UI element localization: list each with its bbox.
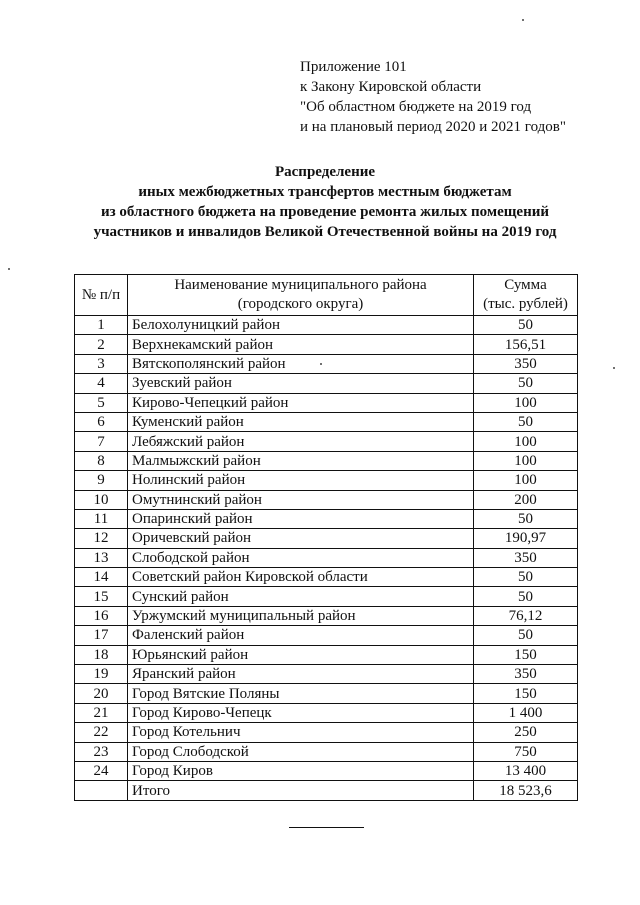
distribution-table: [74, 274, 578, 801]
row-number: 4: [75, 374, 128, 393]
row-sum: 13 400: [474, 761, 578, 780]
row-name: Город Слободской: [128, 742, 474, 761]
row-sum: 50: [474, 374, 578, 393]
row-number: 12: [75, 529, 128, 548]
table-row: [75, 490, 578, 509]
row-number: 24: [75, 761, 128, 780]
title-line: участников и инвалидов Великой Отечественной войны на 2019 год: [93, 224, 557, 240]
row-name: Нолинский район: [128, 471, 474, 490]
row-number: 20: [75, 684, 128, 703]
table-row: [75, 665, 578, 684]
row-name: Оричевский район: [128, 529, 474, 548]
appendix-reference: [300, 57, 566, 137]
header-sum: [474, 275, 578, 316]
row-name: Омутнинский район: [128, 490, 474, 509]
table-row: [75, 568, 578, 587]
table-row: [75, 471, 578, 490]
row-number: 13: [75, 548, 128, 567]
table-row: [75, 509, 578, 528]
scan-speck: [522, 19, 524, 21]
table-row: [75, 432, 578, 451]
row-sum: 100: [474, 432, 578, 451]
row-name: Город Вятские Поляны: [128, 684, 474, 703]
row-name: Яранский район: [128, 665, 474, 684]
table-row: [75, 723, 578, 742]
row-sum: 150: [474, 645, 578, 664]
header-sum-line: (тыс. рублей): [483, 296, 568, 312]
header-name-line: Наименование муниципального района: [174, 277, 427, 293]
row-number: 18: [75, 645, 128, 664]
row-sum: 100: [474, 451, 578, 470]
row-number: 3: [75, 354, 128, 373]
table-row: [75, 703, 578, 722]
row-sum: 190,97: [474, 529, 578, 548]
title-line: Распределение: [274, 164, 376, 180]
row-number: 10: [75, 490, 128, 509]
row-number: 6: [75, 412, 128, 431]
row-sum: 50: [474, 412, 578, 431]
header-number-label: № п/п: [81, 286, 121, 303]
total-sum: 18 523,6: [474, 781, 578, 800]
row-sum: 150: [474, 684, 578, 703]
header-sum-line: Сумма: [504, 277, 547, 293]
row-sum: 350: [474, 354, 578, 373]
table-row: [75, 354, 578, 373]
table-header-row: [75, 275, 578, 316]
row-name: Советский район Кировской области: [128, 568, 474, 587]
row-sum: 350: [474, 665, 578, 684]
row-number: 17: [75, 626, 128, 645]
total-row: [75, 781, 578, 800]
table-row: [75, 412, 578, 431]
row-number: 7: [75, 432, 128, 451]
row-name: Город Кирово-Чепецк: [128, 703, 474, 722]
table-row: [75, 742, 578, 761]
appendix-line: "Об областном бюджете на 2019 год: [300, 99, 532, 115]
row-number: 15: [75, 587, 128, 606]
table-row: [75, 335, 578, 354]
scan-speck: [320, 363, 322, 365]
table-row: [75, 587, 578, 606]
row-name: Юрьянский район: [128, 645, 474, 664]
row-sum: 50: [474, 316, 578, 335]
table-body: [75, 316, 578, 801]
table-row: [75, 529, 578, 548]
row-number: 22: [75, 723, 128, 742]
document-title: [40, 162, 610, 242]
title-line: иных межбюджетных трансфертов местным бюджетам: [138, 184, 512, 200]
row-name: Вятскополянский район: [128, 354, 474, 373]
row-sum: 250: [474, 723, 578, 742]
appendix-line: к Закону Кировской области: [300, 79, 482, 95]
row-name: Малмыжский район: [128, 451, 474, 470]
total-label: Итого: [128, 781, 474, 800]
row-name: Зуевский район: [128, 374, 474, 393]
row-sum: 76,12: [474, 606, 578, 625]
table-row: [75, 393, 578, 412]
row-sum: 50: [474, 587, 578, 606]
title-line: из областного бюджета на проведение ремонта жилых помещений: [101, 204, 549, 220]
row-sum: 50: [474, 509, 578, 528]
table-row: [75, 645, 578, 664]
row-name: Куменский район: [128, 412, 474, 431]
table-row: [75, 761, 578, 780]
row-name: Сунский район: [128, 587, 474, 606]
row-name: Фаленский район: [128, 626, 474, 645]
row-number: 14: [75, 568, 128, 587]
row-name: Кирово-Чепецкий район: [128, 393, 474, 412]
row-sum: 1 400: [474, 703, 578, 722]
row-name: Город Котельнич: [128, 723, 474, 742]
table-row: [75, 316, 578, 335]
scan-speck: [8, 268, 10, 270]
header-name-line: (городского округа): [237, 296, 364, 312]
row-sum: 156,51: [474, 335, 578, 354]
row-name: Белохолуницкий район: [128, 316, 474, 335]
row-name: Уржумский муниципальный район: [128, 606, 474, 625]
total-number-cell: [75, 781, 128, 800]
row-sum: 200: [474, 490, 578, 509]
scan-speck: [613, 367, 615, 369]
table-row: [75, 606, 578, 625]
row-number: 19: [75, 665, 128, 684]
row-number: 16: [75, 606, 128, 625]
row-sum: 750: [474, 742, 578, 761]
row-number: 21: [75, 703, 128, 722]
row-number: 9: [75, 471, 128, 490]
table-row: [75, 374, 578, 393]
row-sum: 50: [474, 568, 578, 587]
row-name: Слободской район: [128, 548, 474, 567]
row-name: Опаринский район: [128, 509, 474, 528]
table-row: [75, 626, 578, 645]
appendix-line: и на плановый период 2020 и 2021 годов": [300, 119, 566, 135]
table-row: [75, 548, 578, 567]
row-name: Верхнекамский район: [128, 335, 474, 354]
row-number: 1: [75, 316, 128, 335]
table-row: [75, 684, 578, 703]
row-number: 2: [75, 335, 128, 354]
row-sum: 350: [474, 548, 578, 567]
row-sum: 100: [474, 393, 578, 412]
table-row: [75, 451, 578, 470]
row-number: 23: [75, 742, 128, 761]
header-name: [128, 275, 474, 316]
row-number: 11: [75, 509, 128, 528]
row-number: 5: [75, 393, 128, 412]
header-number: [75, 275, 128, 316]
row-name: Город Киров: [128, 761, 474, 780]
appendix-line: Приложение 101: [300, 59, 407, 75]
row-sum: 100: [474, 471, 578, 490]
row-sum: 50: [474, 626, 578, 645]
row-number: 8: [75, 451, 128, 470]
closing-rule: [289, 827, 364, 828]
row-name: Лебяжский район: [128, 432, 474, 451]
